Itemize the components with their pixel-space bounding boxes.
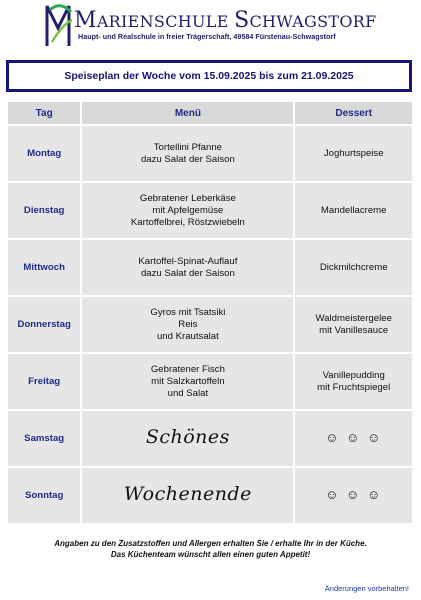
dessert-cell: Mandellacreme: [295, 183, 412, 238]
dessert-cell: [295, 468, 412, 523]
dessert-cell: [295, 411, 412, 466]
school-name: MARIENSCHULE SCHWAGSTORF: [74, 8, 377, 33]
script-text: Schönes: [145, 425, 230, 448]
school-subtitle: Haupt- und Realschule in freier Trägerschaft, 49584 Fürstenau-Schwagstorf: [78, 32, 336, 41]
dessert-cell: Waldmeistergelee mit Vanillesauce: [295, 297, 412, 352]
day-cell: Sonntag: [8, 468, 80, 523]
week-title-box: [6, 60, 412, 92]
smiley-icon: ☺ ☺ ☺: [325, 486, 383, 502]
day-cell: Freitag: [8, 354, 80, 409]
menu-cell: Gebratener Fisch mit Salzkartoffeln und Salat: [82, 354, 293, 409]
table-header-row: [8, 102, 412, 124]
table-row: [8, 240, 412, 295]
school-logo-icon: [44, 2, 74, 48]
table-row: [8, 468, 412, 523]
table-row: [8, 411, 412, 466]
menu-cell: [82, 411, 293, 466]
dessert-cell: Joghurtspeise: [295, 126, 412, 181]
day-cell: Donnerstag: [8, 297, 80, 352]
day-cell: Dienstag: [8, 183, 80, 238]
school-header: [44, 2, 404, 50]
script-text: Wochenende: [123, 482, 252, 505]
menu-cell: [82, 468, 293, 523]
day-cell: Mittwoch: [8, 240, 80, 295]
dessert-cell: Dickmilchcreme: [295, 240, 412, 295]
header-day: Tag: [8, 102, 80, 124]
allergen-note: Angaben zu den Zusatzstoffen und Allergen erhalten Sie / erhalte Ihr in der Küche.: [54, 539, 367, 548]
changes-note: Änderungen vorbehalten!: [324, 584, 409, 593]
menu-cell: Gebratener Leberkäse mit Apfelgemüse Kartoffelbrei, Röstzwiebeln: [82, 183, 293, 238]
week-title: Speiseplan der Woche vom 15.09.2025 bis zum 21.09.2025: [64, 70, 354, 82]
header-menu: Menü: [82, 102, 293, 124]
menu-cell: Gyros mit Tsatsiki Reis und Krautsalat: [82, 297, 293, 352]
table-row: [8, 183, 412, 238]
table-row: [8, 354, 412, 409]
header-dessert: Dessert: [295, 102, 412, 124]
menu-table: [6, 100, 414, 525]
table-row: [8, 297, 412, 352]
table-row: [8, 126, 412, 181]
menu-cell: Tortellini Pfanne dazu Salat der Saison: [82, 126, 293, 181]
smiley-icon: ☺ ☺ ☺: [325, 429, 383, 445]
footer-note: [0, 538, 421, 560]
day-cell: Montag: [8, 126, 80, 181]
appetite-note: Das Küchenteam wünscht allen einen guten Appetit!: [110, 550, 311, 559]
day-cell: Samstag: [8, 411, 80, 466]
menu-cell: Kartoffel-Spinat-Auflauf dazu Salat der Saison: [82, 240, 293, 295]
dessert-cell: Vanillepudding mit Fruchtspiegel: [295, 354, 412, 409]
